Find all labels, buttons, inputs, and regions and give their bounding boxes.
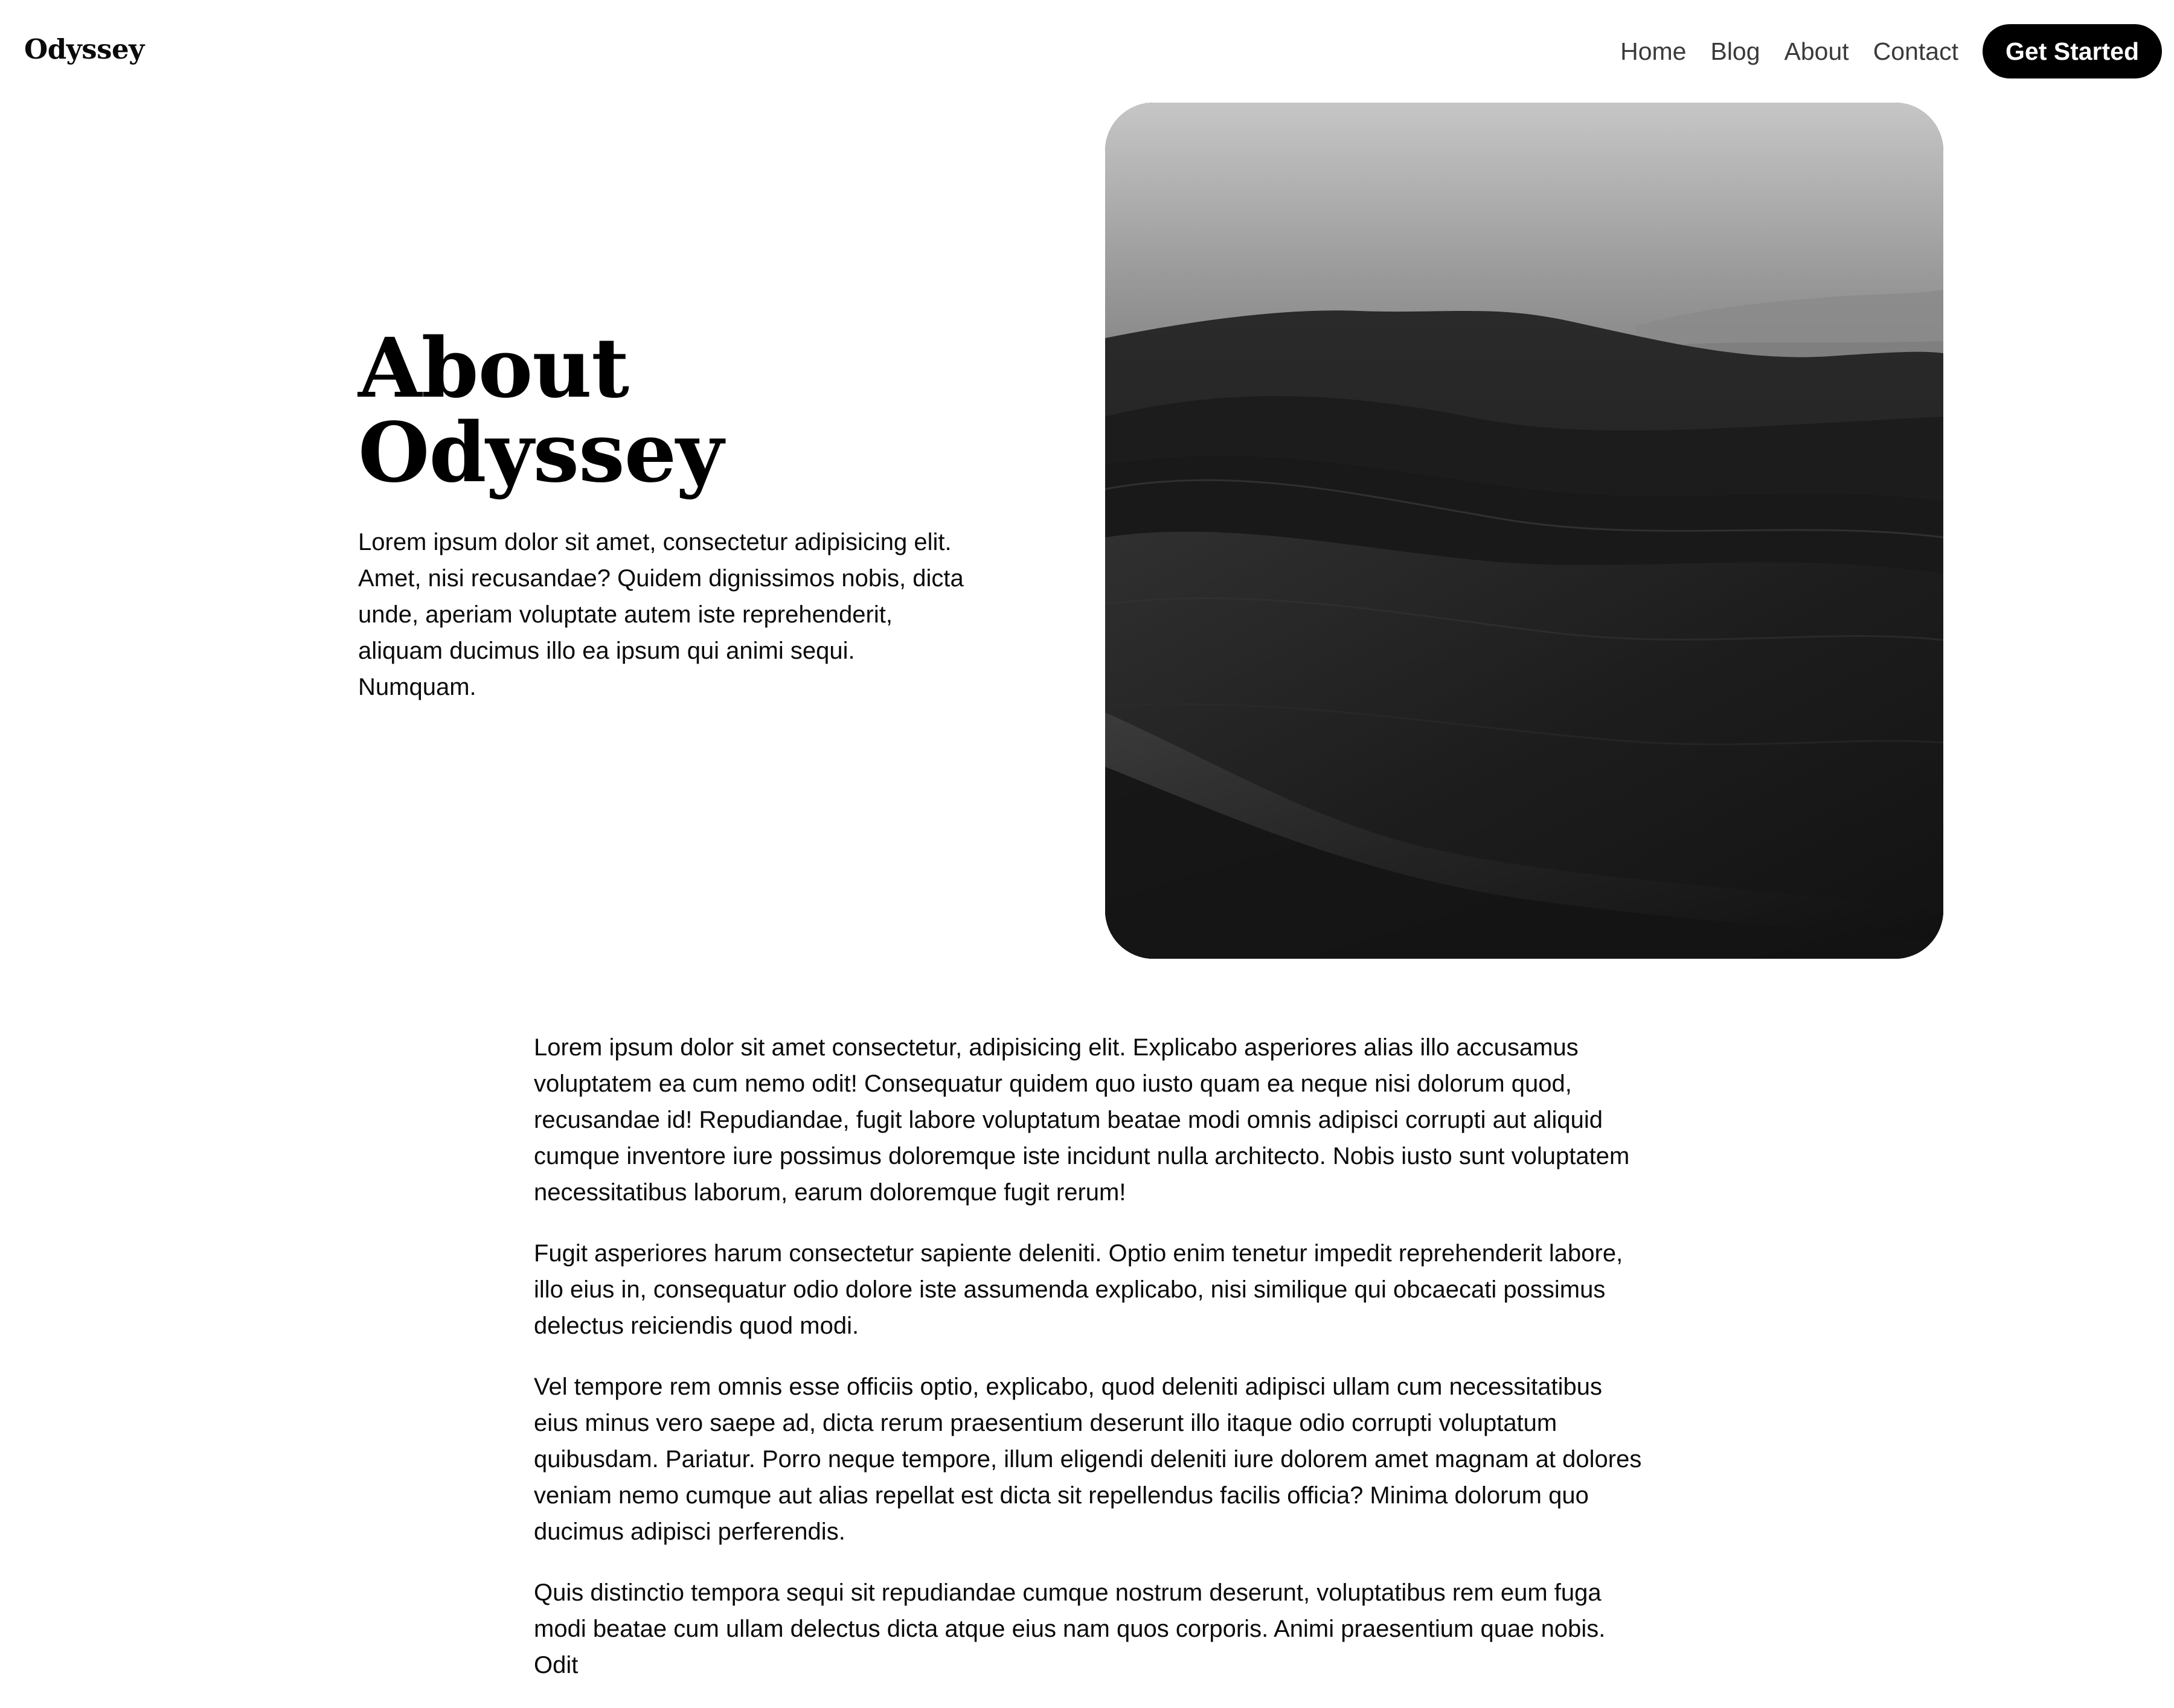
site-header [0,0,2174,103]
nav-link-about[interactable]: About [1784,37,1849,65]
body-paragraph-4: Quis distinctio tempora sequi sit repudiandae cumque nostrum deserunt, voluptatibus rem eum fuga modi beatae cum ullam delectus dicta atque eius nam quos corporis. Animi praesentium quae nobis. Odit [534,1579,1606,1678]
nav-link-home[interactable]: Home [1620,37,1687,65]
hero-lead-paragraph: Lorem ipsum dolor sit amet, consectetur adipisicing elit. Amet, nisi recusandae? Quidem dignissimos nobis, dicta unde, aperiam voluptate autem iste reprehenderit, aliquam ducimus illo ea ipsum qui animi sequi. Numquam. [358,529,964,700]
page-title-line-1: About [358,320,629,417]
body-paragraph-3: Vel tempore rem omnis esse officiis optio, explicabo, quod deleniti adipisci ullam cum necessitatibus eius minus vero saepe ad, dicta rerum praesentium deserunt illo itaque odio corrupti voluptatum quibusdam. Pariatur. Porro neque tempore, illum eligendi deleniti iure dolorem amet magnam at dolores veniam nemo cumque aut alias repellat est dicta sit repellendus facilis officia? Minima dolorum quo ducimus adipisci perferendis. [534,1374,1642,1545]
get-started-button[interactable]: Get Started [1983,24,2162,78]
main-nav [1620,24,2162,78]
nav-link-contact[interactable]: Contact [1873,37,1958,65]
page-title [358,320,974,501]
body-paragraph-1: Lorem ipsum dolor sit amet consectetur, adipisicing elit. Explicabo asperiores alias illo accusamus voluptatem ea cum nemo odit! Consequatur quidem quo iusto quam ea neque nisi dolorum quod, recusandae id! Repudiandae, fugit labore voluptatum beatae modi omnis adipisci corrupti aut aliquid cumque inventore iure possimus doloremque iste incidunt nulla architecto. Nobis iusto sunt voluptatem necessitatibus laborum, earum doloremque fugit rerum! [534,1034,1630,1206]
brand-logo[interactable]: Odyssey [24,33,144,65]
desert-dunes-image [1105,103,1943,959]
article-body [534,1029,1651,1708]
nav-link-blog[interactable]: Blog [1710,37,1760,65]
page-title-line-2: Odyssey [358,405,723,501]
body-paragraph-2: Fugit asperiores harum consectetur sapiente deleniti. Optio enim tenetur impedit reprehenderit labore, illo eius in, consequatur odio dolore iste assumenda explicabo, nisi similique qui obcaecati possimus delectus reiciendis quod modi. [534,1240,1623,1339]
hero-section [358,320,974,705]
